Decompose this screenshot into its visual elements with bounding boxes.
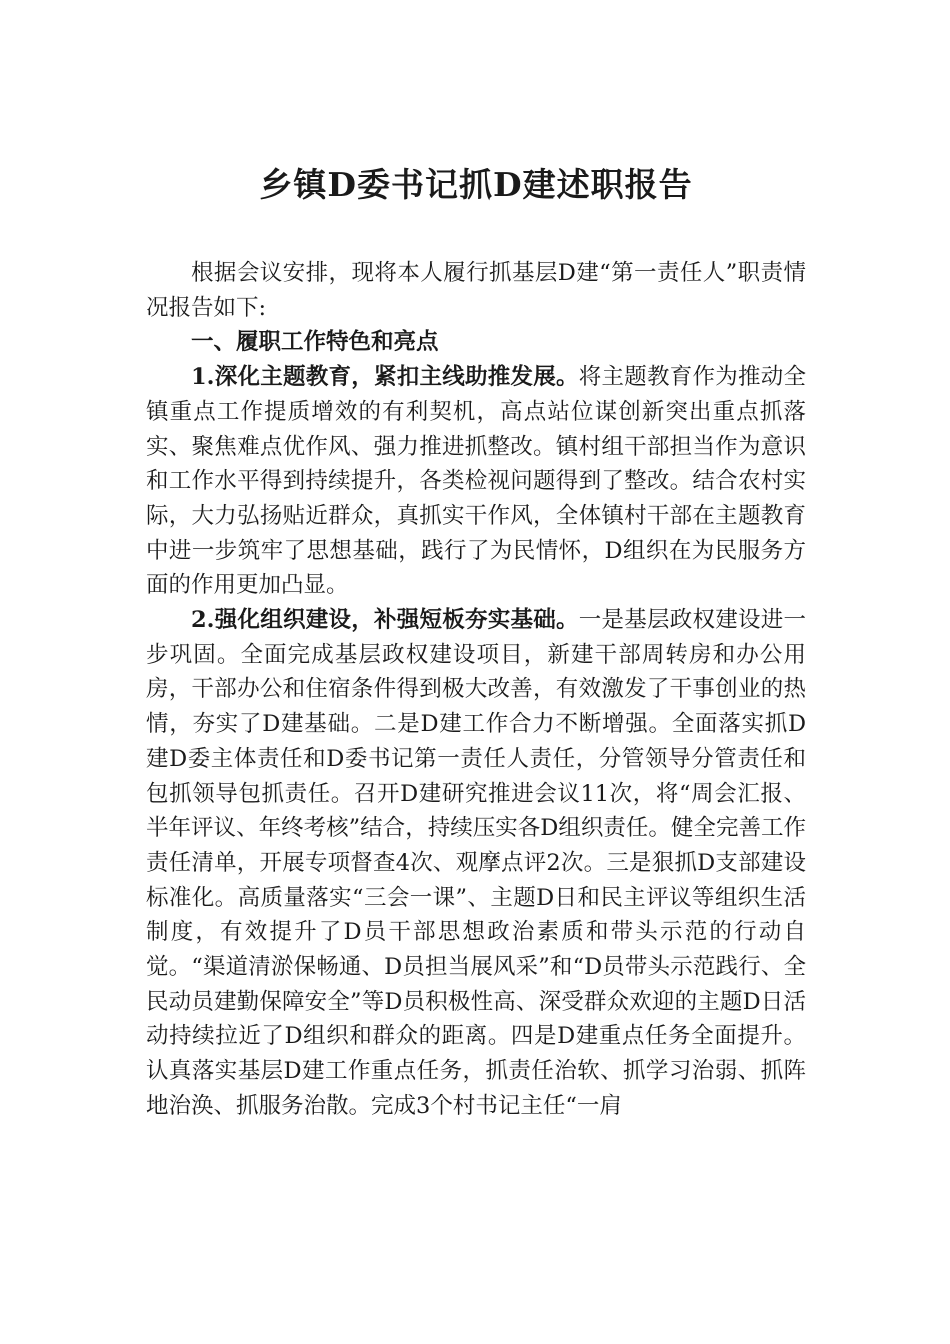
- item-2-lead: 2.强化组织建设，补强短板夯实基础。: [191, 607, 579, 634]
- paragraph-item-2: [146, 603, 806, 1124]
- intro-paragraph: 根据会议安排，现将本人履行抓基层D建“第一责任人”职责情况报告如下:: [146, 260, 806, 321]
- item-1-lead: 1.深化主题教育，紧扣主线助推发展。: [191, 364, 579, 391]
- section-heading: 一、履职工作特色和亮点: [191, 329, 439, 356]
- document-body: [146, 256, 806, 1124]
- paragraph-item-1: [146, 360, 806, 603]
- item-2-text: 一是基层政权建设进一步巩固。全面完成基层政权建设项目，新建干部周转房和办公用房，干部办公和住宿条件得到极大改善，有效激发了干事创业的热情，夯实了D建基础。二是D建工作合力不断增强。全面落实抓D建D委主体责任和D委书记第一责任人责任，分管领导分管责任和包抓领导包抓责任。召开D建研究推进会议11次，将“周会汇报、半年评议、年终考核”结合，持续压实各D组织责任。健全完善工作责任清单，开展专项督查4次、观摩点评2次。三是狠抓D支部建设标准化。高质量落实“三会一课”、主题D日和民主评议等组织生活制度，有效提升了D员干部思想政治素质和带头示范的行动自觉。“渠道清淤保畅通、D员担当展风采”和“D员带头示范践行、全民动员建勤保障安全”等D员积极性高、深受群众欢迎的主题D日活动持续拉近了D组织和群众的距离。四是D建重点任务全面提升。认真落实基层D建工作重点任务，抓责任治软、抓学习治弱、抓阵地治涣、抓服务治散。完成3个村书记主任“一肩: [146, 607, 806, 1119]
- item-1-text: 将主题教育作为推动全镇重点工作提质增效的有利契机，高点站位谋创新突出重点抓落实、聚焦难点优作风、强力推进抓整改。镇村组干部担当作为意识和工作水平得到持续提升，各类检视问题得到了整改。结合农村实际，大力弘扬贴近群众，真抓实干作风，全体镇村干部在主题教育中进一步筑牢了思想基础，践行了为民情怀，D组织在为民服务方面的作用更加凸显。: [146, 364, 806, 599]
- document-title: 乡镇D委书记抓D建述职报告: [259, 165, 693, 204]
